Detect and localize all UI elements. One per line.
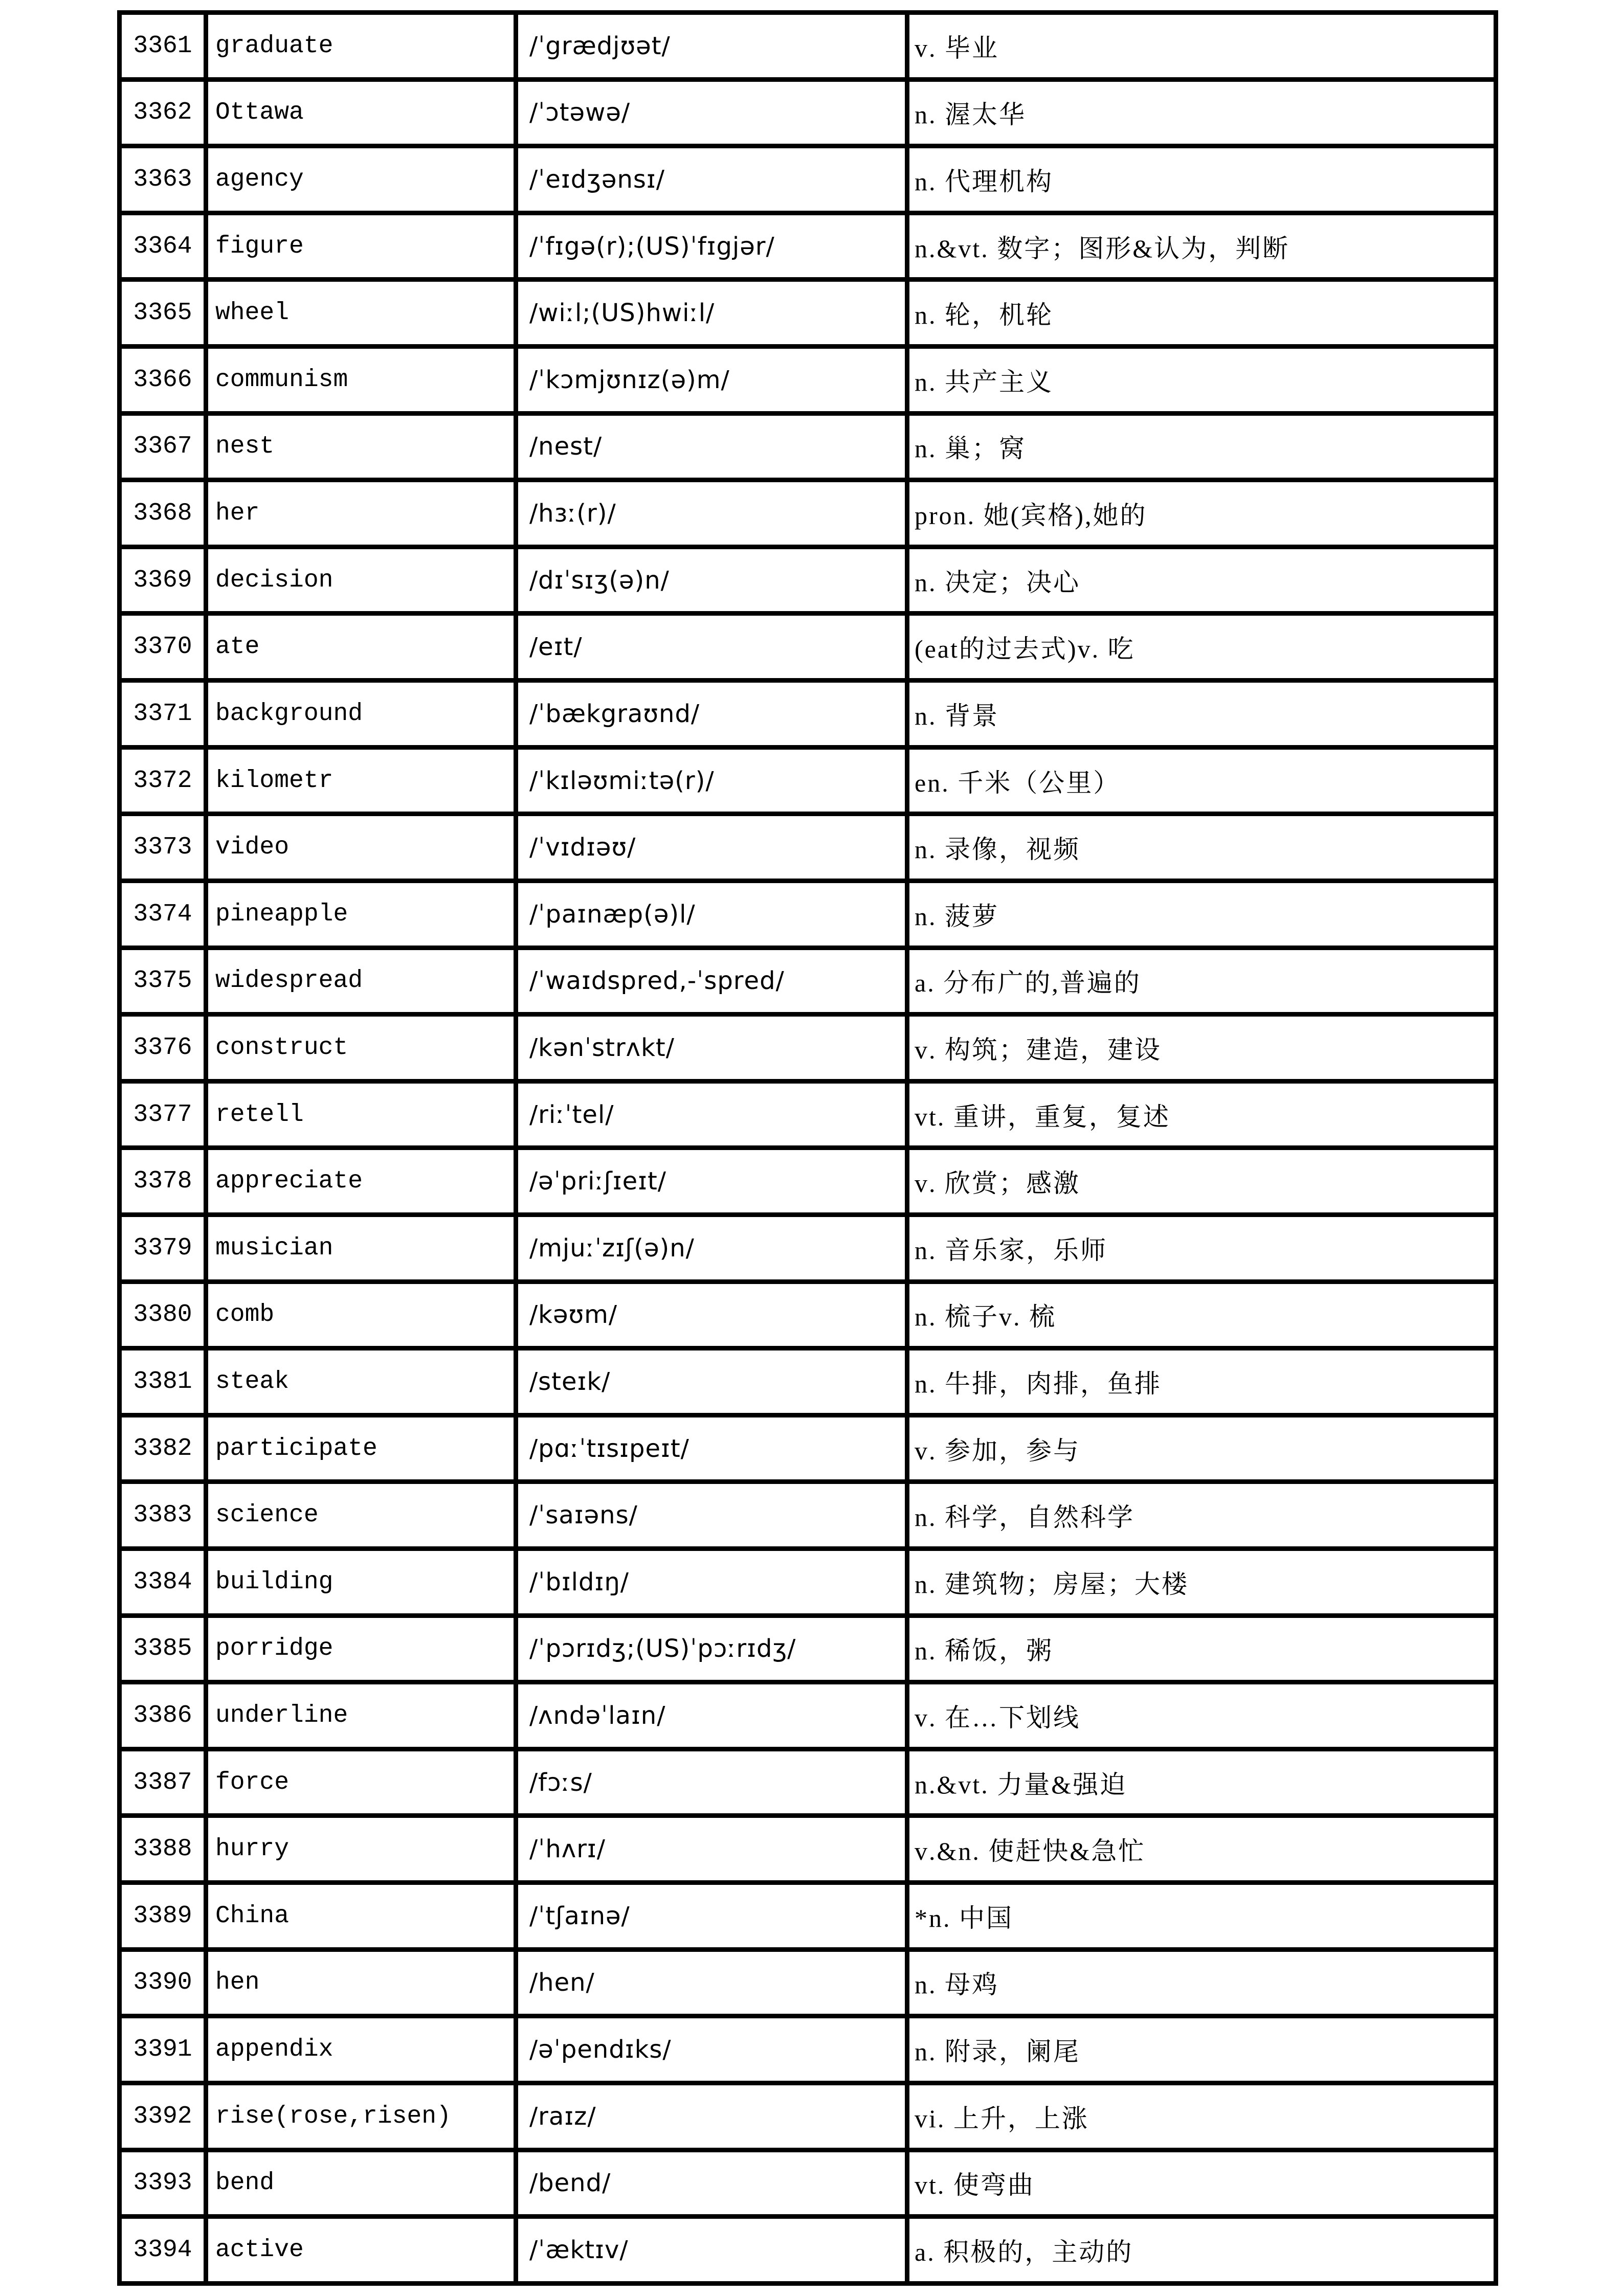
chinese-meaning: v.&n. 使赶快&急忙	[907, 1816, 1496, 1883]
table-row	[120, 1214, 1496, 1281]
word-number: 3394	[120, 2217, 206, 2284]
table-row	[120, 480, 1496, 547]
english-word: graduate	[206, 13, 516, 80]
word-number: 3383	[120, 1482, 206, 1549]
phonetic-transcription: /ˈvɪdɪəʊ/	[516, 814, 907, 881]
word-number: 3373	[120, 814, 206, 881]
chinese-meaning: pron. 她(宾格),她的	[907, 480, 1496, 547]
english-word: decision	[206, 547, 516, 614]
table-row	[120, 747, 1496, 814]
english-word: appendix	[206, 2016, 516, 2083]
english-word: video	[206, 814, 516, 881]
word-number: 3361	[120, 13, 206, 80]
chinese-meaning: n. 科学，自然科学	[907, 1482, 1496, 1549]
word-number: 3362	[120, 79, 206, 146]
table-row	[120, 614, 1496, 681]
chinese-meaning: vi. 上升，上涨	[907, 2083, 1496, 2150]
phonetic-transcription: /ˈbækgraʊnd/	[516, 681, 907, 748]
table-row	[120, 1615, 1496, 1682]
phonetic-transcription: /ˈhʌrɪ/	[516, 1816, 907, 1883]
phonetic-transcription: /fɔːs/	[516, 1749, 907, 1816]
english-word: kilometr	[206, 747, 516, 814]
word-number: 3379	[120, 1214, 206, 1281]
chinese-meaning: n. 巢；窝	[907, 413, 1496, 480]
english-word: steak	[206, 1348, 516, 1415]
phonetic-transcription: /ˈbɪldɪŋ/	[516, 1549, 907, 1616]
word-number: 3388	[120, 1816, 206, 1883]
table-row	[120, 1749, 1496, 1816]
word-number: 3366	[120, 347, 206, 414]
chinese-meaning: v. 欣赏；感激	[907, 1148, 1496, 1215]
word-number: 3376	[120, 1015, 206, 1082]
table-row	[120, 2217, 1496, 2284]
english-word: pineapple	[206, 881, 516, 948]
english-word: hen	[206, 1949, 516, 2016]
word-number: 3382	[120, 1415, 206, 1482]
english-word: hurry	[206, 1816, 516, 1883]
chinese-meaning: n. 建筑物；房屋；大楼	[907, 1549, 1496, 1616]
phonetic-transcription: /ˈkɪləʊmiːtə(r)/	[516, 747, 907, 814]
word-number: 3367	[120, 413, 206, 480]
chinese-meaning: v. 毕业	[907, 13, 1496, 80]
word-number: 3364	[120, 213, 206, 280]
phonetic-transcription: /ˈkɔmjʊnɪz(ə)m/	[516, 347, 907, 414]
chinese-meaning: n. 音乐家，乐师	[907, 1214, 1496, 1281]
table-row	[120, 547, 1496, 614]
phonetic-transcription: /hen/	[516, 1949, 907, 2016]
word-number: 3371	[120, 681, 206, 748]
table-row	[120, 881, 1496, 948]
chinese-meaning: n. 共产主义	[907, 347, 1496, 414]
phonetic-transcription: /əˈpriːʃɪeɪt/	[516, 1148, 907, 1215]
english-word: Ottawa	[206, 79, 516, 146]
phonetic-transcription: /ˈtʃaɪnə/	[516, 1883, 907, 1950]
table-row	[120, 1348, 1496, 1415]
english-word: rise(rose,risen)	[206, 2083, 516, 2150]
table-row	[120, 1415, 1496, 1482]
english-word: underline	[206, 1682, 516, 1749]
word-number: 3380	[120, 1281, 206, 1348]
chinese-meaning: n. 录像，视频	[907, 814, 1496, 881]
english-word: active	[206, 2217, 516, 2284]
english-word: communism	[206, 347, 516, 414]
phonetic-transcription: /ˈsaɪəns/	[516, 1482, 907, 1549]
phonetic-transcription: /ˈfɪgə(r);(US)ˈfɪgjər/	[516, 213, 907, 280]
table-row	[120, 1482, 1496, 1549]
english-word: wheel	[206, 280, 516, 347]
phonetic-transcription: /steɪk/	[516, 1348, 907, 1415]
chinese-meaning: n. 轮，机轮	[907, 280, 1496, 347]
word-number: 3389	[120, 1883, 206, 1950]
word-number: 3391	[120, 2016, 206, 2083]
phonetic-transcription: /ˈwaɪdspred,-ˈspred/	[516, 948, 907, 1015]
english-word: nest	[206, 413, 516, 480]
phonetic-transcription: /ˈgrædjʊət/	[516, 13, 907, 80]
chinese-meaning: a. 分布广的,普遍的	[907, 948, 1496, 1015]
phonetic-transcription: /bend/	[516, 2150, 907, 2217]
table-row	[120, 1081, 1496, 1148]
english-word: background	[206, 681, 516, 748]
chinese-meaning: vt. 重讲，重复，复述	[907, 1081, 1496, 1148]
vocabulary-table-body	[120, 13, 1496, 2284]
phonetic-transcription: /riːˈtel/	[516, 1081, 907, 1148]
chinese-meaning: n. 渥太华	[907, 79, 1496, 146]
phonetic-transcription: /nest/	[516, 413, 907, 480]
word-number: 3377	[120, 1081, 206, 1148]
phonetic-transcription: /mjuːˈzɪʃ(ə)n/	[516, 1214, 907, 1281]
english-word: comb	[206, 1281, 516, 1348]
english-word: agency	[206, 146, 516, 213]
english-word: widespread	[206, 948, 516, 1015]
word-number: 3370	[120, 614, 206, 681]
table-row	[120, 213, 1496, 280]
table-row	[120, 2083, 1496, 2150]
chinese-meaning: n. 代理机构	[907, 146, 1496, 213]
english-word: construct	[206, 1015, 516, 1082]
chinese-meaning: n. 背景	[907, 681, 1496, 748]
chinese-meaning: n. 稀饭，粥	[907, 1615, 1496, 1682]
phonetic-transcription: /hɜː(r)/	[516, 480, 907, 547]
english-word: building	[206, 1549, 516, 1616]
table-row	[120, 814, 1496, 881]
table-row	[120, 1816, 1496, 1883]
chinese-meaning: n.&vt. 数字；图形&认为，判断	[907, 213, 1496, 280]
phonetic-transcription: /ˈpaɪnæp(ə)l/	[516, 881, 907, 948]
english-word: musician	[206, 1214, 516, 1281]
table-row	[120, 2016, 1496, 2083]
table-row	[120, 681, 1496, 748]
table-row	[120, 948, 1496, 1015]
chinese-meaning: n. 决定；决心	[907, 547, 1496, 614]
phonetic-transcription: /wiːl;(US)hwiːl/	[516, 280, 907, 347]
word-number: 3365	[120, 280, 206, 347]
phonetic-transcription: /kəʊm/	[516, 1281, 907, 1348]
word-number: 3390	[120, 1949, 206, 2016]
english-word: force	[206, 1749, 516, 1816]
chinese-meaning: en. 千米（公里）	[907, 747, 1496, 814]
phonetic-transcription: /dɪˈsɪʒ(ə)n/	[516, 547, 907, 614]
english-word: science	[206, 1482, 516, 1549]
word-number: 3393	[120, 2150, 206, 2217]
word-number: 3363	[120, 146, 206, 213]
table-row	[120, 1682, 1496, 1749]
word-number: 3387	[120, 1749, 206, 1816]
table-row	[120, 1549, 1496, 1616]
word-number: 3372	[120, 747, 206, 814]
word-number: 3368	[120, 480, 206, 547]
table-row	[120, 1883, 1496, 1950]
chinese-meaning: n. 梳子v. 梳	[907, 1281, 1496, 1348]
chinese-meaning: n. 母鸡	[907, 1949, 1496, 2016]
table-row	[120, 1949, 1496, 2016]
table-row	[120, 413, 1496, 480]
phonetic-transcription: /raɪz/	[516, 2083, 907, 2150]
english-word: bend	[206, 2150, 516, 2217]
chinese-meaning: a. 积极的，主动的	[907, 2217, 1496, 2284]
word-number: 3384	[120, 1549, 206, 1616]
chinese-meaning: n. 菠萝	[907, 881, 1496, 948]
table-row	[120, 79, 1496, 146]
word-number: 3385	[120, 1615, 206, 1682]
english-word: participate	[206, 1415, 516, 1482]
english-word: China	[206, 1883, 516, 1950]
phonetic-transcription: /ˈpɔrɪdʒ;(US)ˈpɔːrɪdʒ/	[516, 1615, 907, 1682]
english-word: porridge	[206, 1615, 516, 1682]
english-word: ate	[206, 614, 516, 681]
word-number: 3386	[120, 1682, 206, 1749]
word-number: 3392	[120, 2083, 206, 2150]
chinese-meaning: vt. 使弯曲	[907, 2150, 1496, 2217]
english-word: appreciate	[206, 1148, 516, 1215]
chinese-meaning: n.&vt. 力量&强迫	[907, 1749, 1496, 1816]
table-row	[120, 347, 1496, 414]
phonetic-transcription: /pɑːˈtɪsɪpeɪt/	[516, 1415, 907, 1482]
chinese-meaning: n. 牛排，肉排，鱼排	[907, 1348, 1496, 1415]
phonetic-transcription: /ˈæktɪv/	[516, 2217, 907, 2284]
table-row	[120, 13, 1496, 80]
word-number: 3375	[120, 948, 206, 1015]
chinese-meaning: n. 附录，阑尾	[907, 2016, 1496, 2083]
table-row	[120, 280, 1496, 347]
word-number: 3374	[120, 881, 206, 948]
phonetic-transcription: /eɪt/	[516, 614, 907, 681]
chinese-meaning: v. 参加，参与	[907, 1415, 1496, 1482]
chinese-meaning: v. 在…下划线	[907, 1682, 1496, 1749]
table-row	[120, 1281, 1496, 1348]
english-word: her	[206, 480, 516, 547]
word-number: 3369	[120, 547, 206, 614]
table-row	[120, 2150, 1496, 2217]
table-row	[120, 1015, 1496, 1082]
phonetic-transcription: /kənˈstrʌkt/	[516, 1015, 907, 1082]
chinese-meaning: (eat的过去式)v. 吃	[907, 614, 1496, 681]
word-number: 3381	[120, 1348, 206, 1415]
word-number: 3378	[120, 1148, 206, 1215]
vocabulary-table	[117, 10, 1498, 2286]
phonetic-transcription: /ˈɔtəwə/	[516, 79, 907, 146]
chinese-meaning: v. 构筑；建造，建设	[907, 1015, 1496, 1082]
phonetic-transcription: /ˈeɪdʒənsɪ/	[516, 146, 907, 213]
table-row	[120, 1148, 1496, 1215]
english-word: figure	[206, 213, 516, 280]
chinese-meaning: *n. 中国	[907, 1883, 1496, 1950]
english-word: retell	[206, 1081, 516, 1148]
table-row	[120, 146, 1496, 213]
phonetic-transcription: /ʌndəˈlaɪn/	[516, 1682, 907, 1749]
phonetic-transcription: /əˈpendɪks/	[516, 2016, 907, 2083]
